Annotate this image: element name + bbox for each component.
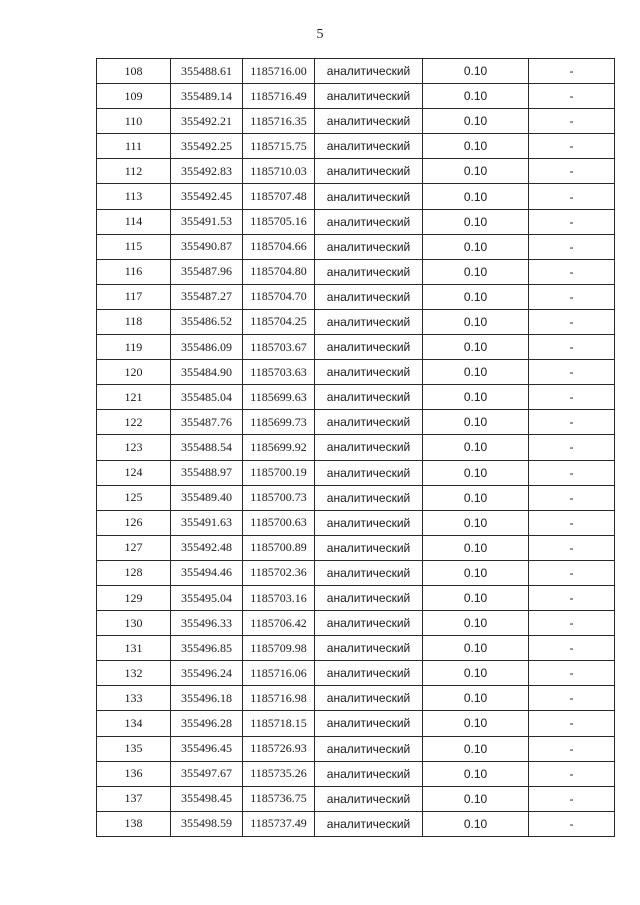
point-number-cell: 126 xyxy=(97,510,171,535)
table-row xyxy=(97,736,615,761)
note-cell: - xyxy=(529,560,615,585)
method-cell: аналитический xyxy=(315,510,423,535)
table-row xyxy=(97,585,615,610)
point-number-cell: 135 xyxy=(97,736,171,761)
table-row xyxy=(97,159,615,184)
point-number-cell: 108 xyxy=(97,59,171,84)
accuracy-cell: 0.10 xyxy=(423,335,529,360)
table-row xyxy=(97,410,615,435)
x-coordinate-cell: 355486.09 xyxy=(171,335,243,360)
method-cell: аналитический xyxy=(315,84,423,109)
method-cell: аналитический xyxy=(315,761,423,786)
method-cell: аналитический xyxy=(315,560,423,585)
note-cell: - xyxy=(529,786,615,811)
table-row xyxy=(97,611,615,636)
method-cell: аналитический xyxy=(315,109,423,134)
table-row xyxy=(97,435,615,460)
table-row xyxy=(97,134,615,159)
accuracy-cell: 0.10 xyxy=(423,84,529,109)
method-cell: аналитический xyxy=(315,134,423,159)
point-number-cell: 122 xyxy=(97,410,171,435)
y-coordinate-cell: 1185700.63 xyxy=(243,510,315,535)
x-coordinate-cell: 355497.67 xyxy=(171,761,243,786)
method-cell: аналитический xyxy=(315,435,423,460)
point-number-cell: 129 xyxy=(97,585,171,610)
table-row xyxy=(97,284,615,309)
note-cell: - xyxy=(529,761,615,786)
note-cell: - xyxy=(529,410,615,435)
note-cell: - xyxy=(529,385,615,410)
method-cell: аналитический xyxy=(315,335,423,360)
point-number-cell: 119 xyxy=(97,335,171,360)
accuracy-cell: 0.10 xyxy=(423,510,529,535)
point-number-cell: 115 xyxy=(97,234,171,259)
accuracy-cell: 0.10 xyxy=(423,636,529,661)
x-coordinate-cell: 355494.46 xyxy=(171,560,243,585)
x-coordinate-cell: 355487.76 xyxy=(171,410,243,435)
point-number-cell: 112 xyxy=(97,159,171,184)
accuracy-cell: 0.10 xyxy=(423,259,529,284)
y-coordinate-cell: 1185716.06 xyxy=(243,661,315,686)
table-row xyxy=(97,636,615,661)
x-coordinate-cell: 355491.53 xyxy=(171,209,243,234)
y-coordinate-cell: 1185709.98 xyxy=(243,636,315,661)
y-coordinate-cell: 1185704.80 xyxy=(243,259,315,284)
point-number-cell: 109 xyxy=(97,84,171,109)
point-number-cell: 110 xyxy=(97,109,171,134)
x-coordinate-cell: 355496.24 xyxy=(171,661,243,686)
y-coordinate-cell: 1185704.66 xyxy=(243,234,315,259)
method-cell: аналитический xyxy=(315,786,423,811)
note-cell: - xyxy=(529,284,615,309)
method-cell: аналитический xyxy=(315,811,423,836)
table-row xyxy=(97,761,615,786)
method-cell: аналитический xyxy=(315,686,423,711)
y-coordinate-cell: 1185707.48 xyxy=(243,184,315,209)
accuracy-cell: 0.10 xyxy=(423,134,529,159)
point-number-cell: 136 xyxy=(97,761,171,786)
accuracy-cell: 0.10 xyxy=(423,736,529,761)
point-number-cell: 130 xyxy=(97,611,171,636)
method-cell: аналитический xyxy=(315,385,423,410)
y-coordinate-cell: 1185700.73 xyxy=(243,485,315,510)
y-coordinate-cell: 1185703.63 xyxy=(243,360,315,385)
coordinates-table xyxy=(96,58,615,837)
y-coordinate-cell: 1185705.16 xyxy=(243,209,315,234)
point-number-cell: 124 xyxy=(97,460,171,485)
y-coordinate-cell: 1185703.16 xyxy=(243,585,315,610)
table-row xyxy=(97,535,615,560)
note-cell: - xyxy=(529,636,615,661)
table-row xyxy=(97,360,615,385)
y-coordinate-cell: 1185700.19 xyxy=(243,460,315,485)
accuracy-cell: 0.10 xyxy=(423,309,529,334)
y-coordinate-cell: 1185736.75 xyxy=(243,786,315,811)
note-cell: - xyxy=(529,485,615,510)
accuracy-cell: 0.10 xyxy=(423,811,529,836)
note-cell: - xyxy=(529,460,615,485)
method-cell: аналитический xyxy=(315,611,423,636)
table-row xyxy=(97,661,615,686)
accuracy-cell: 0.10 xyxy=(423,686,529,711)
y-coordinate-cell: 1185716.49 xyxy=(243,84,315,109)
method-cell: аналитический xyxy=(315,485,423,510)
accuracy-cell: 0.10 xyxy=(423,184,529,209)
accuracy-cell: 0.10 xyxy=(423,711,529,736)
point-number-cell: 118 xyxy=(97,309,171,334)
accuracy-cell: 0.10 xyxy=(423,109,529,134)
x-coordinate-cell: 355488.61 xyxy=(171,59,243,84)
y-coordinate-cell: 1185700.89 xyxy=(243,535,315,560)
note-cell: - xyxy=(529,234,615,259)
note-cell: - xyxy=(529,309,615,334)
note-cell: - xyxy=(529,134,615,159)
y-coordinate-cell: 1185699.73 xyxy=(243,410,315,435)
method-cell: аналитический xyxy=(315,535,423,560)
note-cell: - xyxy=(529,360,615,385)
table-row xyxy=(97,309,615,334)
x-coordinate-cell: 355492.45 xyxy=(171,184,243,209)
method-cell: аналитический xyxy=(315,585,423,610)
point-number-cell: 117 xyxy=(97,284,171,309)
table-row xyxy=(97,209,615,234)
x-coordinate-cell: 355495.04 xyxy=(171,585,243,610)
accuracy-cell: 0.10 xyxy=(423,535,529,560)
method-cell: аналитический xyxy=(315,59,423,84)
table-row xyxy=(97,560,615,585)
method-cell: аналитический xyxy=(315,410,423,435)
x-coordinate-cell: 355496.45 xyxy=(171,736,243,761)
note-cell: - xyxy=(529,335,615,360)
table-row xyxy=(97,259,615,284)
x-coordinate-cell: 355492.21 xyxy=(171,109,243,134)
method-cell: аналитический xyxy=(315,234,423,259)
y-coordinate-cell: 1185735.26 xyxy=(243,761,315,786)
accuracy-cell: 0.10 xyxy=(423,560,529,585)
y-coordinate-cell: 1185716.00 xyxy=(243,59,315,84)
point-number-cell: 113 xyxy=(97,184,171,209)
note-cell: - xyxy=(529,661,615,686)
note-cell: - xyxy=(529,611,615,636)
coordinates-table-body xyxy=(97,59,615,837)
x-coordinate-cell: 355484.90 xyxy=(171,360,243,385)
note-cell: - xyxy=(529,59,615,84)
note-cell: - xyxy=(529,535,615,560)
accuracy-cell: 0.10 xyxy=(423,585,529,610)
x-coordinate-cell: 355492.25 xyxy=(171,134,243,159)
table-row xyxy=(97,59,615,84)
y-coordinate-cell: 1185715.75 xyxy=(243,134,315,159)
note-cell: - xyxy=(529,686,615,711)
y-coordinate-cell: 1185716.35 xyxy=(243,109,315,134)
note-cell: - xyxy=(529,184,615,209)
y-coordinate-cell: 1185699.63 xyxy=(243,385,315,410)
note-cell: - xyxy=(529,84,615,109)
table-row xyxy=(97,234,615,259)
table-row xyxy=(97,711,615,736)
y-coordinate-cell: 1185704.25 xyxy=(243,309,315,334)
x-coordinate-cell: 355487.96 xyxy=(171,259,243,284)
point-number-cell: 120 xyxy=(97,360,171,385)
method-cell: аналитический xyxy=(315,360,423,385)
note-cell: - xyxy=(529,811,615,836)
x-coordinate-cell: 355496.33 xyxy=(171,611,243,636)
note-cell: - xyxy=(529,159,615,184)
table-row xyxy=(97,510,615,535)
note-cell: - xyxy=(529,109,615,134)
note-cell: - xyxy=(529,510,615,535)
method-cell: аналитический xyxy=(315,661,423,686)
point-number-cell: 131 xyxy=(97,636,171,661)
x-coordinate-cell: 355492.83 xyxy=(171,159,243,184)
accuracy-cell: 0.10 xyxy=(423,59,529,84)
method-cell: аналитический xyxy=(315,736,423,761)
y-coordinate-cell: 1185718.15 xyxy=(243,711,315,736)
method-cell: аналитический xyxy=(315,711,423,736)
page-number: 5 xyxy=(316,27,324,42)
x-coordinate-cell: 355486.52 xyxy=(171,309,243,334)
point-number-cell: 114 xyxy=(97,209,171,234)
table-row xyxy=(97,485,615,510)
point-number-cell: 132 xyxy=(97,661,171,686)
table-row xyxy=(97,460,615,485)
point-number-cell: 116 xyxy=(97,259,171,284)
method-cell: аналитический xyxy=(315,184,423,209)
point-number-cell: 137 xyxy=(97,786,171,811)
point-number-cell: 121 xyxy=(97,385,171,410)
accuracy-cell: 0.10 xyxy=(423,786,529,811)
table-row xyxy=(97,109,615,134)
accuracy-cell: 0.10 xyxy=(423,611,529,636)
accuracy-cell: 0.10 xyxy=(423,410,529,435)
accuracy-cell: 0.10 xyxy=(423,209,529,234)
x-coordinate-cell: 355488.54 xyxy=(171,435,243,460)
accuracy-cell: 0.10 xyxy=(423,460,529,485)
point-number-cell: 123 xyxy=(97,435,171,460)
note-cell: - xyxy=(529,711,615,736)
table-row xyxy=(97,811,615,836)
method-cell: аналитический xyxy=(315,636,423,661)
table-row xyxy=(97,786,615,811)
x-coordinate-cell: 355496.18 xyxy=(171,686,243,711)
method-cell: аналитический xyxy=(315,159,423,184)
accuracy-cell: 0.10 xyxy=(423,234,529,259)
x-coordinate-cell: 355492.48 xyxy=(171,535,243,560)
note-cell: - xyxy=(529,209,615,234)
point-number-cell: 138 xyxy=(97,811,171,836)
accuracy-cell: 0.10 xyxy=(423,435,529,460)
x-coordinate-cell: 355487.27 xyxy=(171,284,243,309)
x-coordinate-cell: 355498.45 xyxy=(171,786,243,811)
table-row xyxy=(97,335,615,360)
point-number-cell: 125 xyxy=(97,485,171,510)
x-coordinate-cell: 355488.97 xyxy=(171,460,243,485)
x-coordinate-cell: 355496.28 xyxy=(171,711,243,736)
method-cell: аналитический xyxy=(315,460,423,485)
note-cell: - xyxy=(529,736,615,761)
y-coordinate-cell: 1185699.92 xyxy=(243,435,315,460)
x-coordinate-cell: 355490.87 xyxy=(171,234,243,259)
x-coordinate-cell: 355496.85 xyxy=(171,636,243,661)
accuracy-cell: 0.10 xyxy=(423,284,529,309)
accuracy-cell: 0.10 xyxy=(423,485,529,510)
table-row xyxy=(97,84,615,109)
point-number-cell: 133 xyxy=(97,686,171,711)
point-number-cell: 111 xyxy=(97,134,171,159)
y-coordinate-cell: 1185706.42 xyxy=(243,611,315,636)
y-coordinate-cell: 1185703.67 xyxy=(243,335,315,360)
x-coordinate-cell: 355491.63 xyxy=(171,510,243,535)
y-coordinate-cell: 1185710.03 xyxy=(243,159,315,184)
accuracy-cell: 0.10 xyxy=(423,159,529,184)
accuracy-cell: 0.10 xyxy=(423,385,529,410)
y-coordinate-cell: 1185704.70 xyxy=(243,284,315,309)
note-cell: - xyxy=(529,259,615,284)
table-row xyxy=(97,686,615,711)
y-coordinate-cell: 1185716.98 xyxy=(243,686,315,711)
table-row xyxy=(97,385,615,410)
note-cell: - xyxy=(529,435,615,460)
accuracy-cell: 0.10 xyxy=(423,761,529,786)
x-coordinate-cell: 355489.40 xyxy=(171,485,243,510)
y-coordinate-cell: 1185702.36 xyxy=(243,560,315,585)
x-coordinate-cell: 355498.59 xyxy=(171,811,243,836)
x-coordinate-cell: 355489.14 xyxy=(171,84,243,109)
method-cell: аналитический xyxy=(315,259,423,284)
point-number-cell: 127 xyxy=(97,535,171,560)
note-cell: - xyxy=(529,585,615,610)
method-cell: аналитический xyxy=(315,309,423,334)
y-coordinate-cell: 1185737.49 xyxy=(243,811,315,836)
y-coordinate-cell: 1185726.93 xyxy=(243,736,315,761)
method-cell: аналитический xyxy=(315,284,423,309)
point-number-cell: 128 xyxy=(97,560,171,585)
x-coordinate-cell: 355485.04 xyxy=(171,385,243,410)
accuracy-cell: 0.10 xyxy=(423,360,529,385)
method-cell: аналитический xyxy=(315,209,423,234)
accuracy-cell: 0.10 xyxy=(423,661,529,686)
point-number-cell: 134 xyxy=(97,711,171,736)
table-row xyxy=(97,184,615,209)
